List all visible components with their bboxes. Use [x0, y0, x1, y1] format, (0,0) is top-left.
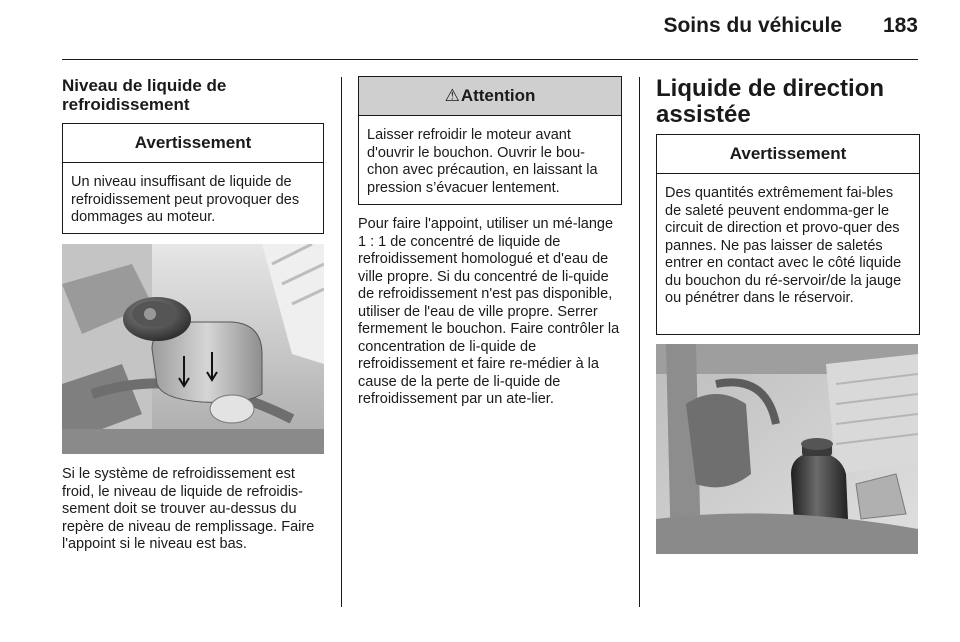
- warning-body: Des quantités extrêmement fai-bles de saleté peuvent endomma-ger le circuit de direction et provo-quer des pannes. Ne pas laisser de saletés entrer en contact avec le côté liquide du bouchon du ré-servoir/de la jauge ou pénétrer dans le réservoir.: [665, 185, 902, 306]
- coolant-level-paragraph: Si le système de refroidissement est froid, le niveau de liquide de refroidis-sement doit se trouver au-dessus du repère de niveau de remplissage. Faire l'appoint si le niveau est bas.: [62, 466, 315, 552]
- warning-heading: Avertissement: [657, 135, 919, 174]
- warning-body: Un niveau insuffisant de liquide de refroidissement peut provoquer des dommages au moteur.: [71, 174, 300, 225]
- warning-box-coolant: [62, 123, 324, 234]
- column-coolant: [62, 76, 324, 554]
- attention-heading: Attention: [460, 86, 536, 105]
- column-divider-1: [341, 77, 342, 607]
- column-divider-2: [639, 77, 640, 607]
- header-title: Soins du véhicule: [663, 14, 842, 37]
- warning-heading: Avertissement: [63, 124, 323, 163]
- coolant-reservoir-photo: [62, 244, 324, 454]
- page-number: 183: [882, 14, 918, 37]
- column-coolant-refill: [358, 76, 622, 409]
- column-power-steering: [656, 76, 920, 554]
- attention-box: [358, 76, 622, 205]
- attention-heading-bar: [359, 77, 621, 116]
- header-divider: [62, 59, 918, 60]
- section-title-coolant: Niveau de liquide de refroidissement: [62, 76, 227, 114]
- power-steering-reservoir-photo: [656, 344, 918, 554]
- warning-box-steering: [656, 134, 920, 335]
- refill-paragraph: Pour faire l'appoint, utiliser un mé-lange 1 : 1 de concentré de liquide de refroidissement homologué et d'eau de ville propre. Si du concentré de li-quide de refroidissement n'est pas disponible, utiliser de l'eau de ville propre. Serrer fermement le bouchon. Faire contrôler la concentration de li-quide de refroidissement et faire re-médier à la cause de la perte de li-quide de refroidissement par un ate-lier.: [358, 216, 620, 407]
- warning-triangle-icon: ⚠: [444, 86, 460, 105]
- attention-body: Laisser refroidir le moteur avant d'ouvrir le bouchon. Ouvrir le bou-chon avec précaution, en laissant la pression s’évacuer lentement.: [367, 127, 598, 196]
- section-title-power-steering: Liquide de direction assistée: [656, 75, 885, 128]
